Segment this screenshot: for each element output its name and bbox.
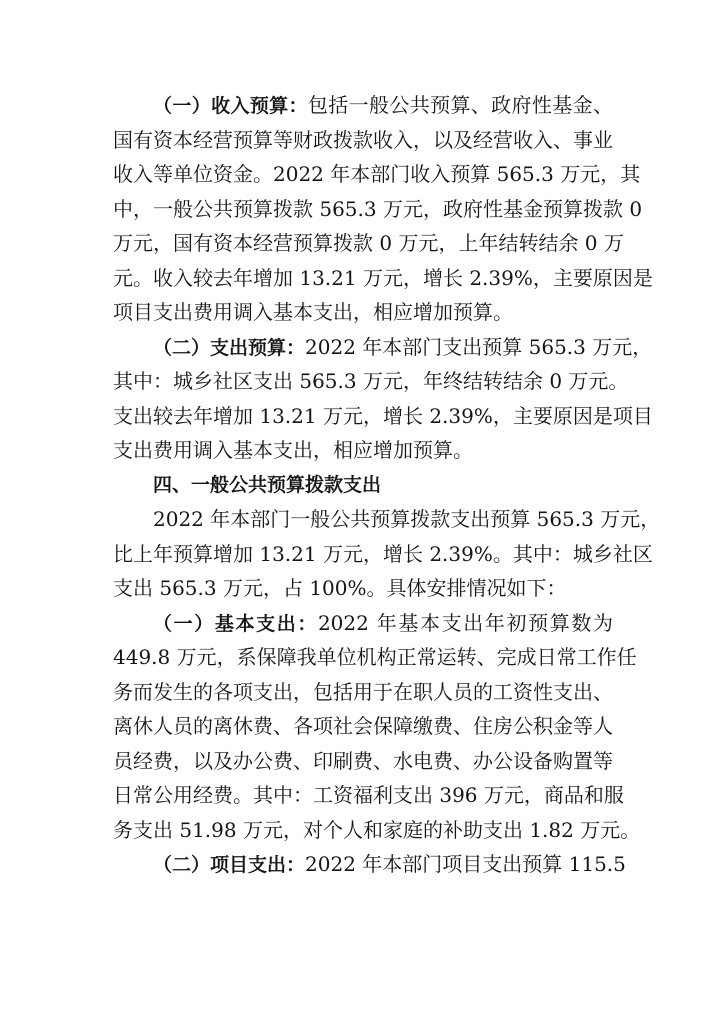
- income-paragraph-line-3: 收入等单位资金。2022 年本部门收入预算 565.3 万元，其: [113, 162, 641, 186]
- income-text: 包括一般公共预算、政府性基金、: [307, 93, 613, 117]
- expenditure-lead: （二）支出预算：: [153, 336, 306, 359]
- section-heading-4: 四、一般公共预算拨款支出: [153, 473, 382, 496]
- basic-paragraph-line-1: [113, 606, 613, 641]
- project-paragraph-line-1: [113, 847, 626, 882]
- income-paragraph-line-1: [113, 88, 613, 123]
- basic-paragraph-line-5: 员经费，以及办公费、印刷费、水电费、办公设备购置等: [113, 748, 613, 773]
- expenditure-paragraph-line-1: [113, 330, 653, 365]
- income-paragraph-line-4: 中，一般公共预算拨款 565.3 万元，政府性基金预算拨款 0: [113, 196, 643, 221]
- basic-paragraph-line-7: 务支出 51.98 万元，对个人和家庭的补助支出 1.82 万元。: [113, 817, 641, 842]
- basic-paragraph-line-2: 449.8 万元，系保障我单位机构正常运转、完成日常工作任: [113, 645, 637, 669]
- basic-paragraph-line-6: 日常公用经费。其中：工资福利支出 396 万元，商品和服: [113, 783, 624, 807]
- expenditure-paragraph-line-2: 其中：城乡社区支出 565.3 万元，年终结转结余 0 万元。: [113, 369, 629, 393]
- basic-text: 2022 年基本支出年初预算数为: [317, 610, 613, 635]
- document-body: [113, 88, 661, 882]
- expenditure-paragraph-line-4: 支出费用调入基本支出，相应增加预算。: [113, 438, 473, 462]
- general-paragraph-line-2: 比上年预算增加 13.21 万元，增长 2.39%。其中：城乡社区: [113, 541, 653, 566]
- expenditure-paragraph-line-3: 支出较去年增加 13.21 万元，增长 2.39%，主要原因是项目: [113, 403, 653, 428]
- income-paragraph-line-2: 国有资本经营预算等财政拨款收入，以及经营收入、事业: [113, 127, 613, 152]
- basic-paragraph-line-4: 离休人员的离休费、各项社会保障缴费、住房公积金等人: [113, 714, 613, 738]
- basic-lead: （一）基本支出：: [153, 612, 318, 635]
- general-paragraph-line-1: 2022 年本部门一般公共预算拨款支出预算 565.3 万元，: [153, 507, 661, 531]
- income-paragraph-line-7: 项目支出费用调入基本支出，相应增加预算。: [113, 300, 513, 324]
- income-paragraph-line-5: 万元，国有资本经营预算拨款 0 万元，上年结转结余 0 万: [113, 231, 624, 255]
- income-lead: （一）收入预算：: [153, 95, 308, 117]
- project-lead: （二）项目支出：: [153, 854, 306, 876]
- project-text: 2022 年本部门项目支出预算 115.5: [305, 852, 626, 876]
- basic-paragraph-line-3: 务而发生的各项支出，包括用于在职人员的工资性支出、: [113, 679, 613, 704]
- general-paragraph-line-3: 支出 565.3 万元，占 100%。具体安排情况如下：: [113, 576, 567, 600]
- expenditure-text: 2022 年本部门支出预算 565.3 万元，: [305, 334, 653, 359]
- income-paragraph-line-6: 元。收入较去年增加 13.21 万元，增长 2.39%，主要原因是: [113, 265, 653, 290]
